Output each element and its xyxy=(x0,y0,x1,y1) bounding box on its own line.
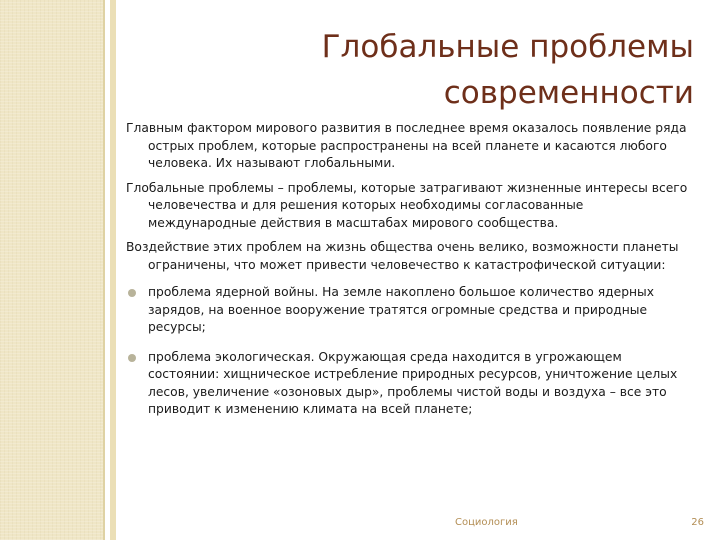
footer-subject: Социология xyxy=(455,517,518,528)
paragraph-definition: Глобальные проблемы – проблемы, которые затрагивают жизненные интересы всего человечества и для решения которых необходимы согласованные международные действия в масштабах мирового сообщества. xyxy=(126,180,688,230)
decorative-vertical-stripe xyxy=(110,0,116,540)
bullet-item-ecology xyxy=(126,349,694,419)
decorative-band-edge xyxy=(103,0,105,540)
slide-title-line-2: современности xyxy=(443,75,694,111)
bullet-dot-icon xyxy=(128,289,136,297)
paragraph-intro: Главным фактором мирового развития в последнее время оказалось появление ряда острых проблем, которые распространены на всей планете и касаются любого человека. Их называют глобальными. xyxy=(126,121,687,170)
bullet-item-nuclear xyxy=(126,284,694,337)
decorative-left-band xyxy=(0,0,103,540)
bullet-text-ecology: проблема экологическая. Окружающая среда находится в угрожающем состоянии: хищническое истребление природных ресурсов, уничтожение целых лесов, увеличение «озоновых дыр», проблемы чистой воды и воздуха – все это приводит к изменению климата на всей планете; xyxy=(148,349,678,416)
paragraph-impact: Воздействие этих проблем на жизнь общества очень велико, возможности планеты ограничены, что может привести человечество к катастрофической ситуации: xyxy=(126,240,679,272)
bullet-text-nuclear: проблема ядерной войны. На земле накоплено большое количество ядерных зарядов, на военное вооружение тратятся огромные средства и природные ресурсы; xyxy=(148,285,655,334)
slide-title-line-1: Глобальные проблемы xyxy=(321,29,694,65)
page-number: 26 xyxy=(691,517,704,528)
slide-body xyxy=(126,120,694,431)
bullet-dot-icon xyxy=(128,354,136,362)
slide-title xyxy=(134,24,694,116)
